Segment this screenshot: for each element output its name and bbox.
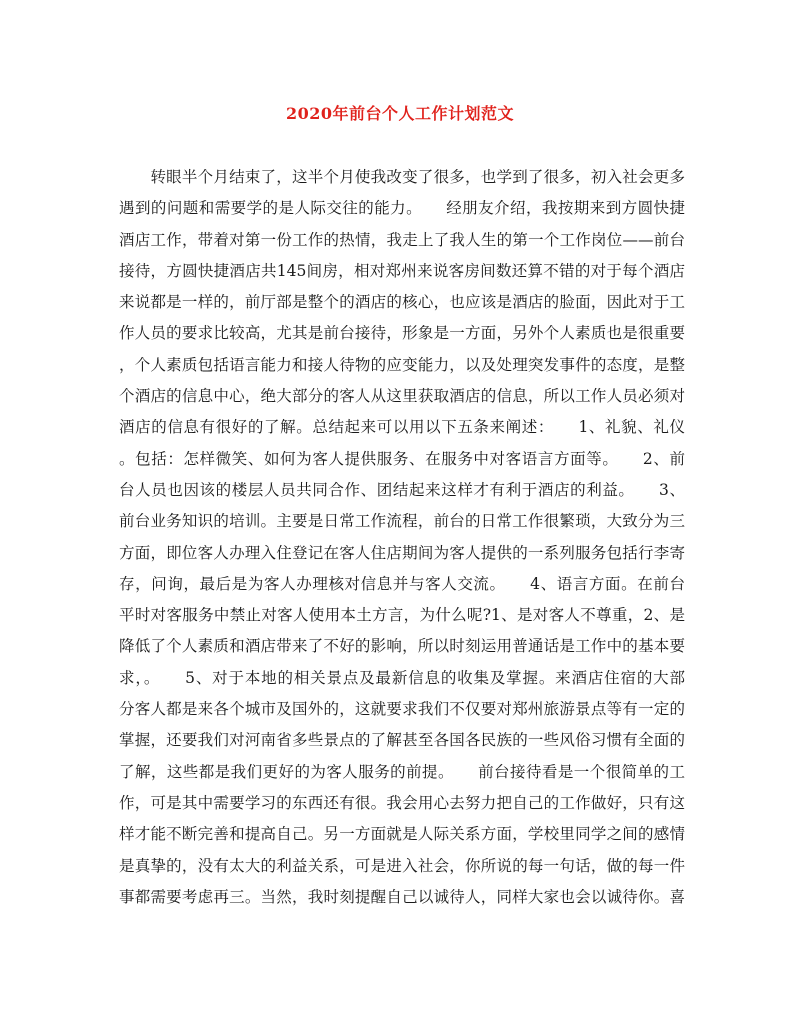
body-line: 前台业务知识的培训。主要是日常工作流程，前台的日常工作很繁琐，大致分为三 <box>119 512 685 531</box>
body-line: 存，问询，最后是为客人办理核对信息并与客人交流。 4、语言方面。在前台 <box>119 574 685 593</box>
body-line: 个酒店的信息中心，绝大部分的客人从这里获取酒店的信息，所以工作人员必须对 <box>119 387 685 406</box>
body-line: 酒店工作，带着对第一份工作的热情，我走上了我人生的第一个工作岗位——前台 <box>119 230 685 249</box>
body-line: 分客人都是来各个城市及国外的，这就要求我们不仅要对郑州旅游景点等有一定的 <box>119 700 685 719</box>
body-line: 台人员也因该的楼层人员共同合作、团结起来这样才有利于酒店的利益。 3、 <box>119 480 685 499</box>
body-line: 方面，即位客人办理入住登记在客人住店期间为客人提供的一系列服务包括行李寄 <box>119 543 685 562</box>
body-line: 酒店的信息有很好的了解。总结起来可以用以下五条来阐述： 1、礼貌、礼仪 <box>119 418 685 437</box>
body-line: 是真挚的，没有太大的利益关系，可是进入社会，你所说的每一句话，做的每一件 <box>119 856 685 875</box>
body-line: 降低了个人素质和酒店带来了不好的影响，所以时刻运用普通话是工作中的基本要 <box>119 637 685 656</box>
body-line: 接待，方圆快捷酒店共145间房，相对郑州来说客房间数还算不错的对于每个酒店 <box>119 261 685 280</box>
body-line: 遇到的问题和需要学的是人际交往的能力。 经朋友介绍，我按期来到方圆快捷 <box>119 199 685 218</box>
body-line: 。包括：怎样微笑、如何为客人提供服务、在服务中对客语言方面等。 2、前 <box>119 449 685 468</box>
body-line: 掌握，还要我们对河南省多些景点的了解甚至各国各民族的一些风俗习惯有全面的 <box>119 731 685 750</box>
body-line: 作人员的要求比较高，尤其是前台接待，形象是一方面，另外个人素质也是很重要 <box>119 324 685 343</box>
body-line: 了解，这些都是我们更好的为客人服务的前提。 前台接待看是一个很简单的工 <box>119 762 685 781</box>
body-line: 转眼半个月结束了，这半个月使我改变了很多，也学到了很多，初入社会更多 <box>119 168 685 186</box>
body-line: ，个人素质包括语言能力和接人待物的应变能力，以及处理突发事件的态度，是整 <box>119 355 685 374</box>
body-line: 事都需要考虑再三。当然，我时刻提醒自己以诚待人，同样大家也会以诚待你。喜 <box>119 887 685 906</box>
body-line: 样才能不断完善和提高自己。另一方面就是人际关系方面，学校里同学之间的感情 <box>119 825 685 844</box>
document-title: 2020年前台个人工作计划范文 <box>285 104 515 123</box>
body-line: 来说都是一样的，前厅部是整个的酒店的核心，也应该是酒店的脸面，因此对于工 <box>119 293 685 312</box>
body-line: 作，可是其中需要学习的东西还有很。我会用心去努力把自己的工作做好，只有这 <box>119 793 685 812</box>
body-line: 求，。 5、对于本地的相关景点及最新信息的收集及掌握。来酒店住宿的大部 <box>119 668 685 687</box>
document-body <box>119 162 685 913</box>
body-line: 平时对客服务中禁止对客人使用本土方言，为什么呢?1、是对客人不尊重，2、是 <box>119 606 685 625</box>
